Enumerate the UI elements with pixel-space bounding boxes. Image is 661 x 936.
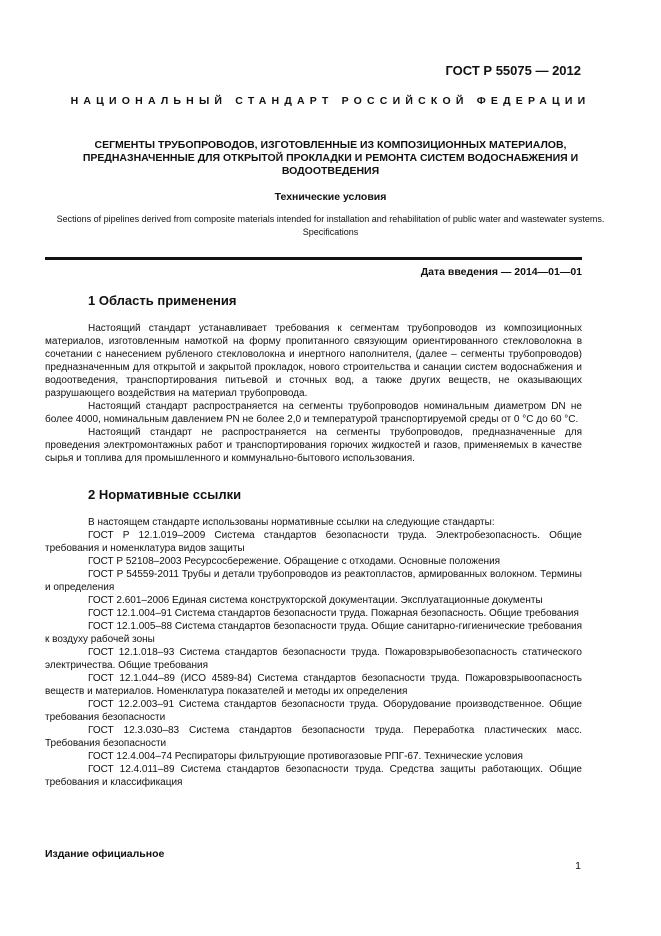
reference-item: ГОСТ 12.1.018–93 Система стандартов безопасности труда. Пожаровзрывобезопасность статического электричества. Общие требования — [45, 647, 582, 671]
reference-item: ГОСТ 12.4.004–74 Респираторы фильтрующие противогазовые РПГ-67. Технические условия — [88, 751, 523, 762]
reference-item: ГОСТ 2.601–2006 Единая система конструкторской документации. Эксплуатационные документы — [88, 595, 543, 606]
reference-item: ГОСТ Р 12.1.019–2009 Система стандартов безопасности труда. Электробезопасность. Общие требования и номенклатура видов защиты — [45, 530, 582, 554]
official-edition-label: Издание официальное — [45, 848, 165, 860]
standard-number: ГОСТ Р 55075 — 2012 — [445, 63, 581, 78]
title-divider — [45, 257, 582, 260]
reference-item: ГОСТ 12.3.030–83 Система стандартов безопасности труда. Переработка пластических масс. Требования безопасности — [45, 725, 582, 749]
english-title: Sections of pipelines derived from composite materials intended for installation and rehabilitation of public water and wastewater systems. Specifications — [56, 214, 605, 237]
reference-item: ГОСТ 12.1.044–89 (ИСО 4589-84) Система стандартов безопасности труда. Пожаровзрывоопасность веществ и материалов. Номенклатура показателей и методы их определения — [45, 673, 582, 697]
paragraph: В настоящем стандарте использованы нормативные ссылки на следующие стандарты: — [88, 517, 495, 528]
reference-item: ГОСТ Р 54559-2011 Трубы и детали трубопроводов из реактопластов, армированных волокном. Термины и определения — [45, 569, 582, 593]
document-title: СЕГМЕНТЫ ТРУБОПРОВОДОВ, ИЗГОТОВЛЕННЫЕ ИЗ КОМПОЗИЦИОННЫХ МАТЕРИАЛОВ, ПРЕДНАЗНАЧЕННЫЕ ДЛЯ ОТКРЫТОЙ ПРОКЛАДКИ И РЕМОНТА СИСТЕМ ВОДОСНАБЖЕНИЯ И ВОДООТВЕДЕНИЯ — [82, 139, 579, 177]
paragraph: Настоящий стандарт устанавливает требования к сегментам трубопроводов из композиционных материалов, изготовленным намоткой на форму пропитанного связующим ориентированного стекловолокна в сочетании с нанесением рубленого стекловолокна и инертного наполнителя, (далее – сегменты трубопроводов) предназначенным для открытой и закрытой прокладок, нового строительства и санации систем водоснабжения и водоотведения, транспортирования питьевой и сточных вод, а также других веществ, не оказывающих разрушающего воздействия на материал трубопровода. — [45, 323, 582, 399]
reference-item: ГОСТ 12.2.003–91 Система стандартов безопасности труда. Оборудование производственное. Общие требования безопасности — [45, 699, 582, 723]
page-number: 1 — [575, 860, 581, 872]
national-standard-line: НАЦИОНАЛЬНЫЙ СТАНДАРТ РОССИЙСКОЙ ФЕДЕРАЦИИ — [70, 95, 591, 107]
reference-item: ГОСТ 12.4.011–89 Система стандартов безопасности труда. Средства защиты работающих. Общие требования и классификация — [45, 764, 582, 788]
reference-item: ГОСТ Р 52108–2003 Ресурсосбережение. Обращение с отходами. Основные положения — [88, 556, 501, 567]
reference-item: ГОСТ 12.1.004–91 Система стандартов безопасности труда. Пожарная безопасность. Общие требования — [88, 608, 579, 619]
introduction-date: Дата введения — 2014—01—01 — [420, 266, 582, 278]
section-2-heading: 2 Нормативные ссылки — [88, 487, 242, 502]
paragraph: Настоящий стандарт распространяется на сегменты трубопроводов номинальным диаметром DN не более 4000, номинальным давлением PN не более 2,0 и температурой транспортируемой среды от 0 °С до 60 °С. — [45, 401, 582, 425]
section-1-heading: 1 Область применения — [88, 293, 237, 308]
document-subtitle: Технические условия — [274, 191, 387, 203]
section-2-body — [45, 516, 582, 789]
section-1-body — [45, 322, 582, 465]
reference-item: ГОСТ 12.1.005–88 Система стандартов безопасности труда. Общие санитарно-гигиенические требования к воздуху рабочей зоны — [45, 621, 582, 645]
paragraph: Настоящий стандарт не распространяется на сегменты трубопроводов, предназначенные для проведения электромонтажных работ и транспортирования горючих жидкостей и газов, применяемых в качестве сырья и топлива для промышленного и коммунально-бытового использования. — [45, 427, 582, 464]
